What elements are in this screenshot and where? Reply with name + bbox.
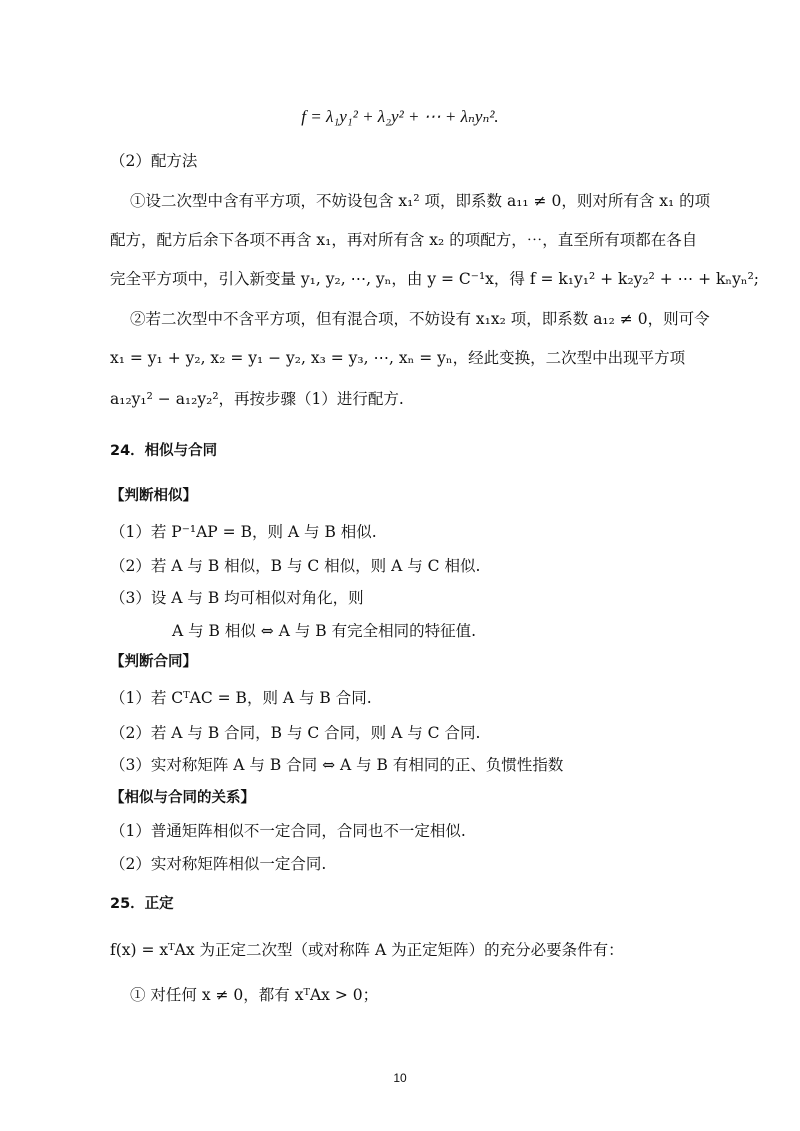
para2-line3: a₁₂y₁² − a₁₂y₂²，再按步骤（1）进行配方. [110, 390, 404, 408]
relation-header: 【相似与合同的关系】 [110, 790, 255, 806]
congruent-header: 【判断合同】 [110, 654, 197, 670]
positive-definite-condition-1: ① 对任何 x ≠ 0，都有 xᵀAx > 0； [130, 986, 379, 1004]
similar-item-1: （1）若 P⁻¹AP = B，则 A 与 B 相似. [110, 523, 377, 541]
method2-title: （2）配方法 [110, 152, 198, 170]
congruent-item-2: （2）若 A 与 B 合同，B 与 C 合同，则 A 与 C 合同. [110, 724, 481, 742]
para1-line3: 完全平方项中，引入新变量 y₁, y₂, ⋯, yₙ，由 y = C⁻¹x，得 f = k₁y₁² + k₂y₂² + ⋯ + kₙyₙ²; [110, 270, 760, 288]
relation-item-2: （2）实对称矩阵相似一定合同. [110, 855, 327, 873]
similar-item-2: （2）若 A 与 B 相似，B 与 C 相似，则 A 与 C 相似. [110, 557, 481, 575]
section-24-title: 24．相似与合同 [110, 443, 218, 459]
page-number: 10 [393, 1071, 407, 1085]
para2-line2: x₁ = y₁ + y₂, x₂ = y₁ − y₂, x₃ = y₃, ⋯, xₙ = yₙ，经此变换，二次型中出现平方项 [110, 349, 686, 367]
similar-item-3: （3）设 A 与 B 均可相似对角化，则 [110, 589, 364, 607]
congruent-item-1: （1）若 CᵀAC = B，则 A 与 B 合同. [110, 689, 372, 707]
para2-line1: ②若二次型中不含平方项，但有混合项，不妨设有 x₁x₂ 项，即系数 a₁₂ ≠ 0，则可令 [130, 310, 710, 328]
formula-standard-form: f = λ₁y₁² + λ₂y² + ⋯ + λₙyₙ². [301, 107, 499, 126]
para1-line2: 配方，配方后余下各项不再含 x₁，再对所有含 x₂ 的项配方，⋯，直至所有项都在各自 [110, 231, 698, 249]
similar-header: 【判断相似】 [110, 488, 197, 504]
relation-item-1: （1）普通矩阵相似不一定合同，合同也不一定相似. [110, 822, 466, 840]
positive-definite-intro: f(x) = xᵀAx 为正定二次型（或对称阵 A 为正定矩阵）的充分必要条件有： [110, 941, 624, 959]
similar-item-3-detail: A 与 B 相似 ⇔ A 与 B 有完全相同的特征值. [172, 622, 476, 640]
congruent-item-3: （3）实对称矩阵 A 与 B 合同 ⇔ A 与 B 有相同的正、负惯性指数 [110, 756, 564, 774]
section-25-title: 25．正定 [110, 896, 174, 912]
para1-line1: ①设二次型中含有平方项，不妨设包含 x₁² 项，即系数 a₁₁ ≠ 0，则对所有含 x₁ 的项 [130, 192, 711, 210]
